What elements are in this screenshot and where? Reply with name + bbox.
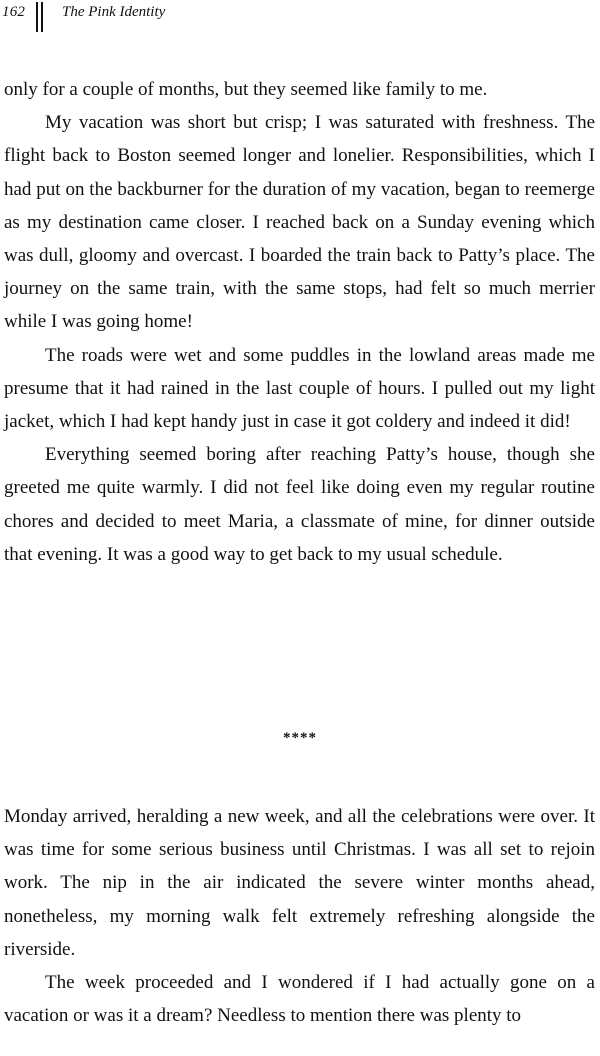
body-text-bottom (4, 800, 595, 1032)
paragraph: The roads were wet and some puddles in the lowland areas made me presume that it had rained in the last couple of hours. I pulled out my light jacket, which I had kept handy just in case it got coldery and indeed it did! (4, 344, 595, 433)
body-text-top (4, 73, 595, 571)
header-divider (36, 2, 38, 32)
paragraph: Everything seemed boring after reaching Patty’s house, though she greeted me quite warmly. I did not feel like doing even my regular routine chores and decided to meet Maria, a classmate of mine, for dinner outside that evening. It was a good way to get back to my usual schedule. (4, 444, 595, 565)
paragraph: Monday arrived, heralding a new week, and all the celebrations were over. It was time for some serious business until Christmas. I was all set to rejoin work. The nip in the air indicated the severe winter months ahead, nonetheless, my morning walk felt extremely refreshing alongside the riverside. (4, 806, 595, 960)
running-title: The Pink Identity (62, 4, 166, 20)
header-divider (41, 2, 43, 32)
page-header (0, 0, 600, 40)
paragraph: The week proceeded and I wondered if I had actually gone on a vacation or was it a dream? Needless to mention there was plenty to (4, 972, 595, 1027)
paragraph: only for a couple of months, but they seemed like family to me. (4, 79, 488, 100)
page-number: 162 (2, 4, 26, 20)
section-break: **** (283, 730, 317, 746)
paragraph: My vacation was short but crisp; I was saturated with freshness. The flight back to Boston seemed longer and lonelier. Responsibilities, which I had put on the backburner for the duration of my vacation, began to reemerge as my destination came closer. I reached back on a Sunday evening which was dull, gloomy and overcast. I boarded the train back to Patty’s place. The journey on the same train, with the same stops, had felt so much merrier while I was going home! (4, 112, 595, 333)
